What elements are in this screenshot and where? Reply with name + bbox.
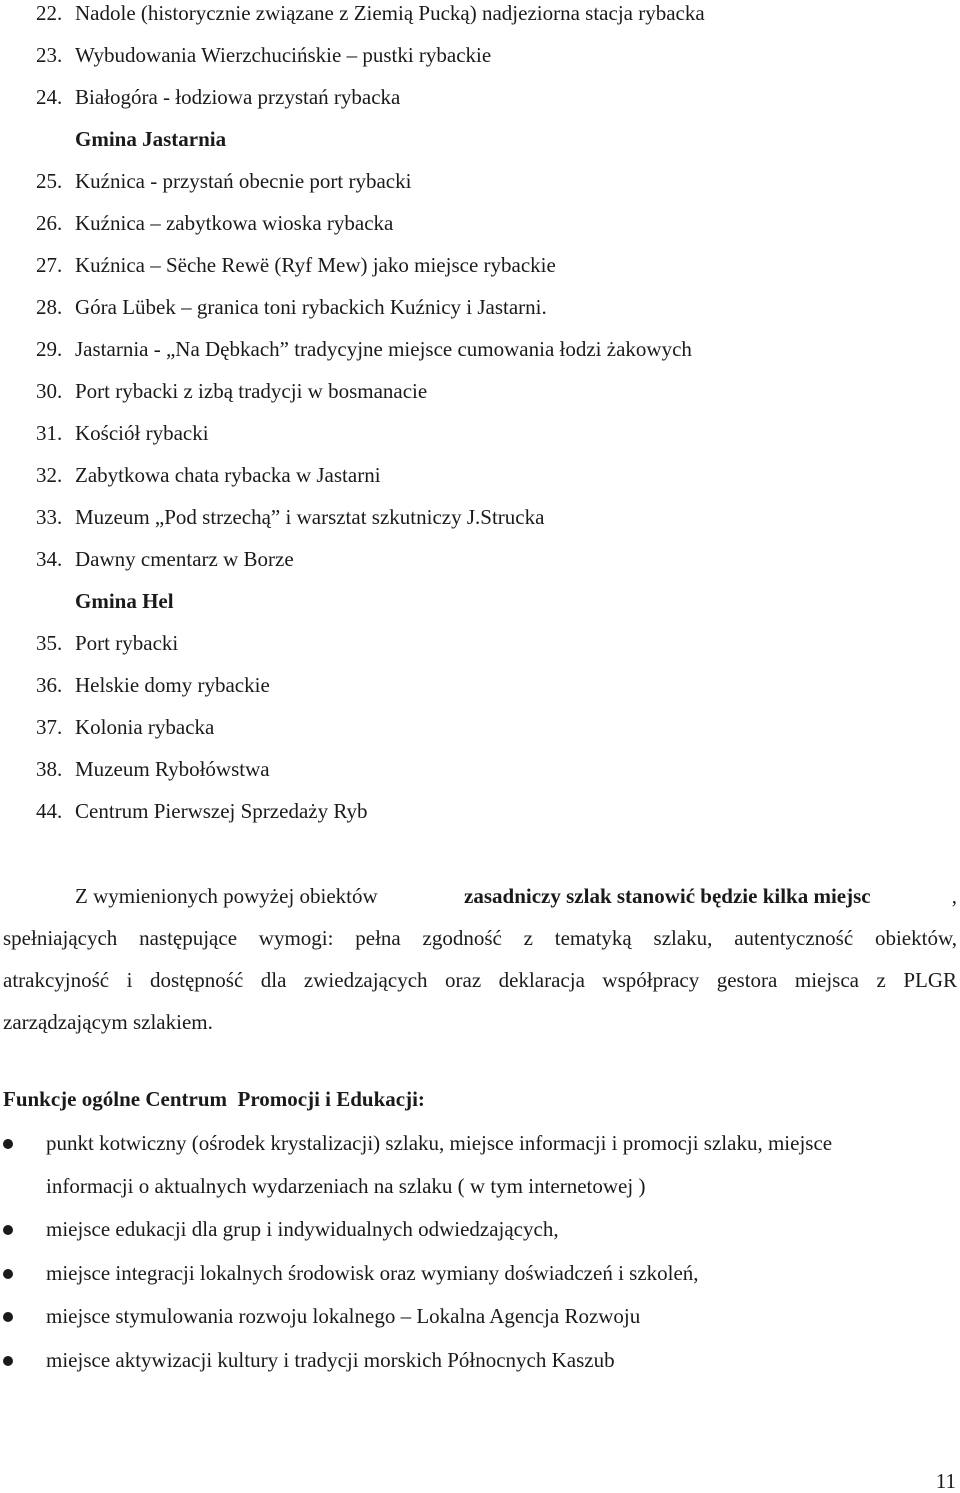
list-item-number: 30. xyxy=(36,379,63,403)
list-item-text: Muzeum „Pod strzechą” i warsztat szkutniczy J.Strucka xyxy=(75,505,545,529)
list-item xyxy=(36,714,214,740)
list-item-number: 22. xyxy=(36,1,63,25)
list-item-text: Kuźnica – Sëche Rewë (Ryf Mew) jako miejsce rybackie xyxy=(75,253,556,277)
list-item-text: Wybudowania Wierzchucińskie – pustki rybackie xyxy=(75,43,492,67)
bullet-item-text: miejsce stymulowania rozwoju lokalnego – Lokalna Agencja Rozwoju xyxy=(46,1304,641,1328)
list-item-text: Kuźnica - przystań obecnie port rybacki xyxy=(75,169,412,193)
bullet-item-text: miejsce edukacji dla grup i indywidualnych odwiedzających, xyxy=(46,1217,559,1241)
paragraph-text: Z wymienionych powyżej obiektów xyxy=(75,884,383,908)
list-item xyxy=(36,420,209,446)
list-item-text: Kościół rybacki xyxy=(75,421,209,445)
list-item-number: 28. xyxy=(36,295,63,319)
paragraph-line xyxy=(75,883,957,909)
bullet-item-text: punkt kotwiczny (ośrodek krystalizacji) szlaku, miejsce informacji i promocji szlaku, miejsce xyxy=(46,1131,833,1155)
gmina-heading-text: Gmina Hel xyxy=(75,589,174,613)
list-item xyxy=(36,0,705,26)
list-item-text: Muzeum Rybołówstwa xyxy=(75,757,270,781)
gmina-heading xyxy=(75,588,174,614)
list-item-number: 24. xyxy=(36,85,63,109)
bullet-icon xyxy=(3,1225,13,1235)
list-item-number: 44. xyxy=(36,799,63,823)
list-item-text: Port rybacki xyxy=(75,631,179,655)
list-item-number: 32. xyxy=(36,463,63,487)
list-item xyxy=(36,546,294,572)
paragraph-line xyxy=(3,925,957,951)
bullet-item-text: miejsce integracji lokalnych środowisk oraz wymiany doświadczeń i szkoleń, xyxy=(46,1261,699,1285)
paragraph-text: spełniających następujące wymogi: pełna zgodność z tematyką szlaku, autentyczność obiektów, xyxy=(3,926,957,950)
paragraph-emphasis: zasadniczy szlak stanowić będzie kilka miejsc xyxy=(464,884,871,908)
list-item-number: 27. xyxy=(36,253,63,277)
bullet-icon xyxy=(3,1139,13,1149)
list-item-text: Dawny cmentarz w Borze xyxy=(75,547,294,571)
list-item-number: 31. xyxy=(36,421,63,445)
list-item-text: Port rybacki z izbą tradycji w bosmanacie xyxy=(75,379,428,403)
list-item-text: Nadole (historycznie związane z Ziemią Pucką) nadjeziorna stacja rybacka xyxy=(75,1,705,25)
list-item-number: 36. xyxy=(36,673,63,697)
list-item xyxy=(36,42,491,68)
list-item-number: 37. xyxy=(36,715,63,739)
list-item-number: 34. xyxy=(36,547,63,571)
gmina-heading-text: Gmina Jastarnia xyxy=(75,127,227,151)
paragraph-text: zarządzającym szlakiem. xyxy=(3,1010,213,1034)
list-item-text: Góra Lübek – granica toni rybackich Kuźnicy i Jastarni. xyxy=(75,295,547,319)
list-item-text: Helskie domy rybackie xyxy=(75,673,270,697)
list-item-number: 29. xyxy=(36,337,63,361)
list-item-number: 35. xyxy=(36,631,63,655)
list-item xyxy=(36,168,411,194)
section-title: Funkcje ogólne Centrum Promocji i Edukacji: xyxy=(3,1087,425,1111)
list-item xyxy=(36,84,400,110)
list-item-text: Białogóra - łodziowa przystań rybacka xyxy=(75,85,401,109)
paragraph-text: , xyxy=(951,884,957,908)
list-item-text: Kuźnica – zabytkowa wioska rybacka xyxy=(75,211,394,235)
list-item-text: Jastarnia - „Na Dębkach” tradycyjne miejsce cumowania łodzi żakowych xyxy=(75,337,692,361)
list-item xyxy=(36,798,368,824)
list-item-number: 23. xyxy=(36,43,63,67)
list-item xyxy=(36,378,427,404)
bullet-icon xyxy=(3,1356,13,1366)
bullet-icon xyxy=(3,1312,13,1322)
paragraph-line xyxy=(3,1009,957,1035)
list-item-number: 25. xyxy=(36,169,63,193)
page-number: 11 xyxy=(935,1469,956,1493)
list-item xyxy=(36,462,381,488)
list-item-number: 33. xyxy=(36,505,63,529)
list-item-text: Zabytkowa chata rybacka w Jastarni xyxy=(75,463,381,487)
list-item-text: Centrum Pierwszej Sprzedaży Ryb xyxy=(75,799,368,823)
list-item xyxy=(36,756,270,782)
list-item xyxy=(36,672,270,698)
gmina-heading xyxy=(75,126,226,152)
list-item xyxy=(36,252,556,278)
list-item-number: 38. xyxy=(36,757,63,781)
list-item-number: 26. xyxy=(36,211,63,235)
list-item xyxy=(36,294,547,320)
list-item xyxy=(36,336,692,362)
list-item-text: Kolonia rybacka xyxy=(75,715,215,739)
paragraph-line xyxy=(3,967,957,993)
paragraph-text: atrakcyjność i dostępność dla zwiedzających oraz deklaracja współpracy gestora miejsca z PLGR xyxy=(3,968,957,992)
bullet-item-text: informacji o aktualnych wydarzeniach na szlaku ( w tym internetowej ) xyxy=(46,1174,646,1198)
bullet-icon xyxy=(3,1269,13,1279)
list-item xyxy=(36,210,393,236)
bullet-item-text: miejsce aktywizacji kultury i tradycji morskich Północnych Kaszub xyxy=(46,1348,615,1372)
list-item xyxy=(36,504,544,530)
list-item xyxy=(36,630,178,656)
